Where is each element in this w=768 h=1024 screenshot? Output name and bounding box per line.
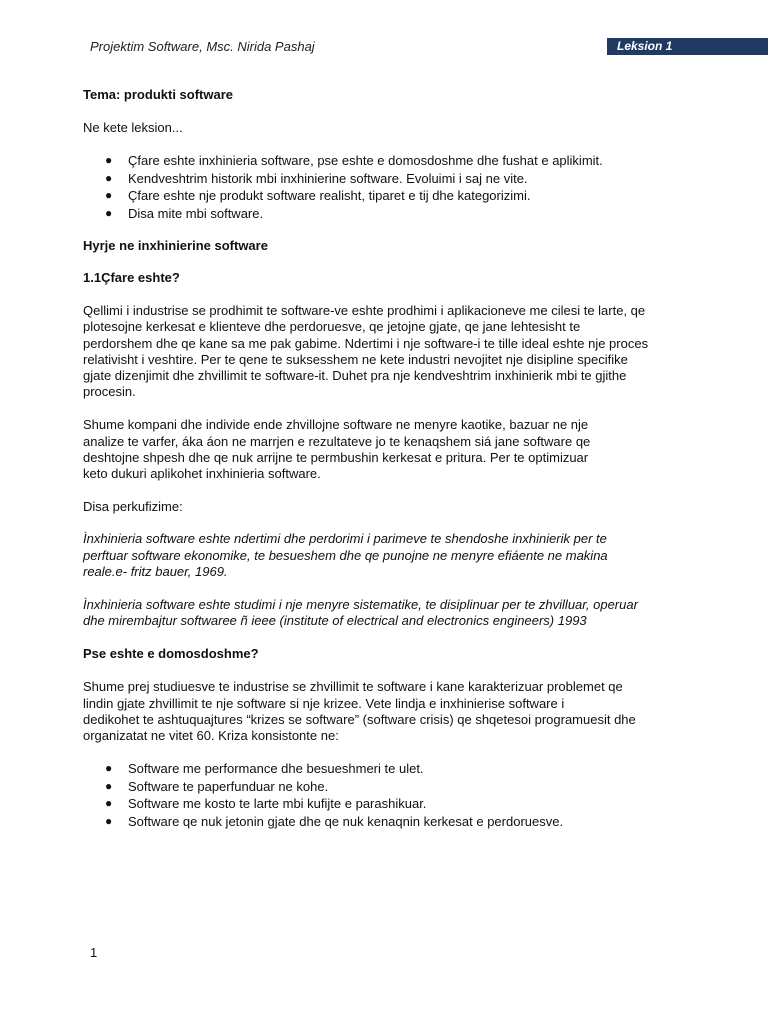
- list-item: ● Disa mite mbi software.: [105, 205, 264, 221]
- lesson-bullet-list: [83, 152, 683, 222]
- definitions-label: Disa perkufizime:: [83, 499, 183, 515]
- topic-heading: Tema: produkti software: [83, 87, 234, 102]
- intro-text: Ne kete leksion...: [83, 120, 183, 135]
- list-item: ● Software me performance dhe besueshmeri te ulet.: [105, 761, 424, 777]
- page-number: 1: [90, 945, 98, 960]
- bullet-icon: ●: [105, 778, 113, 793]
- bullet-icon: ●: [105, 188, 113, 203]
- section-heading-intro: Hyrje ne inxhinierine software: [83, 238, 268, 254]
- paragraph-1: Qellimi i industrise se prodhimit te software-ve eshte prodhimi i aplikacioneve me cilesi te larte, qe plotesojne kerkesat e klienteve dhe perdoruesve, qe jetojne gjate, qe jane lehtesisht te perdorshem dhe qe kane sa me pak gabime. Ndertimi i nje software-i te tille ideal eshte nje proces relativisht i veshtire. Per te qene te suksesshem ne kete industri nevojitet nje disipline specifike gjate dizenjimit dhe zhvillimit te software-it. Duhet pra nje kendveshtrim inxhinierik mbi te gjithe procesin.: [83, 303, 649, 400]
- bullet-icon: ●: [105, 761, 113, 776]
- list-item: ● Çfare eshte nje produkt software realisht, tiparet e tij dhe kategorizimi.: [105, 188, 531, 204]
- definition-quote-1: Ìnxhinieria software eshte ndertimi dhe perdorimi i parimeve te shendoshe inxhinierik per te perftuar software ekonomike, te besueshem dhe qe punojne ne menyre efiáente ne makina reale.e- fritz bauer, 1969.: [83, 531, 608, 579]
- list-item: ● Çfare eshte inxhinieria software, pse eshte e domosdoshme dhe fushat e aplikimit.: [105, 153, 603, 169]
- crisis-bullet-list: [83, 760, 683, 830]
- page-header-left: Projektim Software, Msc. Nirida Pashaj: [90, 39, 315, 54]
- bullet-icon: ●: [105, 813, 113, 828]
- bullet-icon: ●: [105, 153, 113, 168]
- definition-quote-2: Ìnxhinieria software eshte studimi i nje menyre sistematike, te disiplinuar per te zhvilluar, operuar dhe mirembajtur softwaree ñ ieee (institute of electrical and electronics engineers) 1993: [83, 597, 638, 629]
- section-heading-why: Pse eshte e domosdoshme?: [83, 646, 259, 662]
- lesson-badge: Leksion 1: [607, 38, 768, 55]
- bullet-icon: ●: [105, 796, 113, 811]
- document-body: [83, 87, 683, 830]
- paragraph-3: Shume prej studiuesve te industrise se zhvillimit te software i kane karakterizuar problemet qe lindin gjate zhvillimit te nje software si nje krizee. Vete lindja e inxhinierise software i dedikohet te ashtuquajtures “krizes se software” (software crisis) qe shqetesoi programuesit dhe organizatat ne vitet 60. Kriza konsistonte ne:: [83, 679, 636, 744]
- list-item: ● Software me kosto te larte mbi kufijte e parashikuar.: [105, 796, 427, 812]
- list-item: ● Kendveshtrim historik mbi inxhinierine software. Evoluimi i saj ne vite.: [105, 170, 528, 186]
- bullet-icon: ●: [105, 205, 113, 220]
- section-heading-1-1: 1.1Çfare eshte?: [83, 270, 180, 286]
- list-item: ● Software qe nuk jetonin gjate dhe qe nuk kenaqnin kerkesat e perdoruesve.: [105, 813, 564, 829]
- paragraph-2: Shume kompani dhe individe ende zhvillojne software ne menyre kaotike, bazuar ne nje analize te varfer, áka áon ne marrjen e rezultateve jo te kenaqshem siá jane software qe deshtojne shpesh dhe qe nuk arrijne te permbushin kerkesat e pritura. Per te optimizuar keto dukuri aplikohet inxhinieria software.: [83, 417, 591, 482]
- bullet-icon: ●: [105, 170, 113, 185]
- list-item: ● Software te paperfunduar ne kohe.: [105, 778, 329, 794]
